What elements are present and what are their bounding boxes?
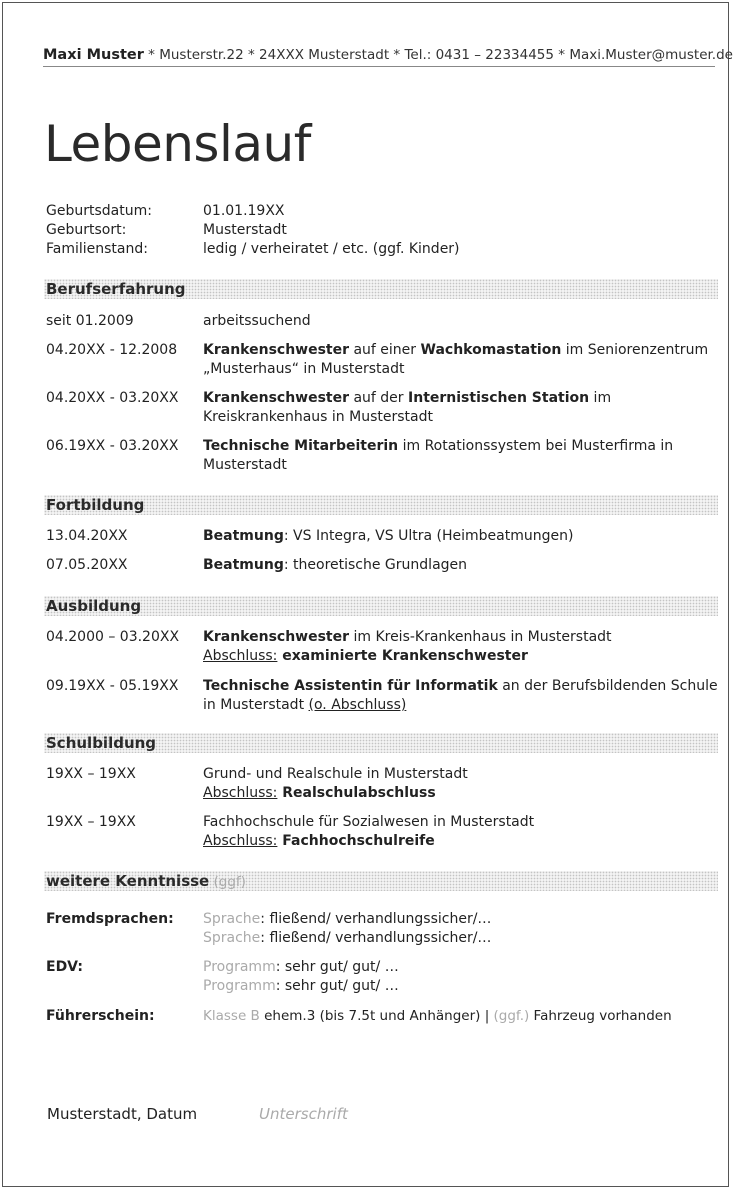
signature: Unterschrift xyxy=(259,1105,348,1123)
info-value: ledig / verheiratet / etc. (ggf. Kinder) xyxy=(203,241,460,257)
section-heading-kenntnisse: weitere Kenntnisse (ggf) xyxy=(44,871,718,891)
place-date: Musterstadt, Datum xyxy=(47,1105,198,1123)
info-label: Geburtsort: xyxy=(46,222,127,238)
header-contact: * Musterstr.22 * 24XXX Musterstadt * Tel.: 0431 – 22334455 * Maxi.Muster@muster.de xyxy=(143,47,733,63)
section-heading-schulbildung: Schulbildung xyxy=(44,733,718,753)
info-label: Familienstand: xyxy=(46,241,148,257)
section-heading-fortbildung: Fortbildung xyxy=(44,495,718,515)
header-contact-line xyxy=(43,47,733,67)
page-title: Lebenslauf xyxy=(44,115,311,173)
header-name: Maxi Muster xyxy=(43,47,144,63)
cv-page: Maxi Muster * Musterstr.22 * 24XXX Musterstadt * Tel.: 0431 – 22334455 * Maxi.Muster@muster.de Lebenslauf Geburtsdatum: 01.01.19XX Geburtsort: Musterstadt Familienstand: ledig / verheiratet / etc. (ggf. Kinder) Berufserfahrung seit 01.2009 arbeitssuchend 04.20XX - 12.2008 Krankenschwester auf einer Wachkomastation im Seniorenzentrum „Musterhaus“ in Musterstadt 04.20XX - 03.20XX Krankenschwester auf der Internistischen Station im Kreiskrankenhaus in Musterstadt 06.19XX - 03.20XX Technische Mitarbeiterin im Rotationssystem bei Musterfirma in Musterstadt Fortbildung 13.04.20XX Beatmung: VS Integra, VS Ultra (Heimbeatmungen) 07.05.20XX Beatmung: theoretische Grundlagen Ausbildung 04.2000 – 03.20XX Krankenschwester im Kreis-Krankenhaus in Musterstadt Abschluss: examinierte Krankenschwester 09.19XX - 05.19XX Technische Assistentin für Informatik an der Berufsbildenden Schule in Musterstadt (o. Abschluss) Schulbildung 19XX – 19XX Grund- und Realschule in Musterstadt Abschluss: Realschulabschluss 19XX – 19XX Fachhochschule für Sozialwesen in Musterstadt Abschluss: Fachhochschulreife weitere Kenntnisse (ggf) Fremdsprachen: Sprache: fließend/ verhandlungssicher/… Sprache: fließend/ verhandlungssicher/… EDV: Programm: sehr gut/ gut/ … Programm: sehr gut/ gut/ … Führerschein: Klasse B ehem.3 (bis 7.5t und Anhänger) | (ggf.) Fahrzeug vorhanden Musterstadt, Datum Unterschrift xyxy=(2,2,729,1187)
info-value: Musterstadt xyxy=(203,222,287,238)
info-value: 01.01.19XX xyxy=(203,203,285,219)
section-heading-berufserfahrung: Berufserfahrung xyxy=(44,279,718,299)
section-heading-ausbildung: Ausbildung xyxy=(44,596,718,616)
info-label: Geburtsdatum: xyxy=(46,203,152,219)
